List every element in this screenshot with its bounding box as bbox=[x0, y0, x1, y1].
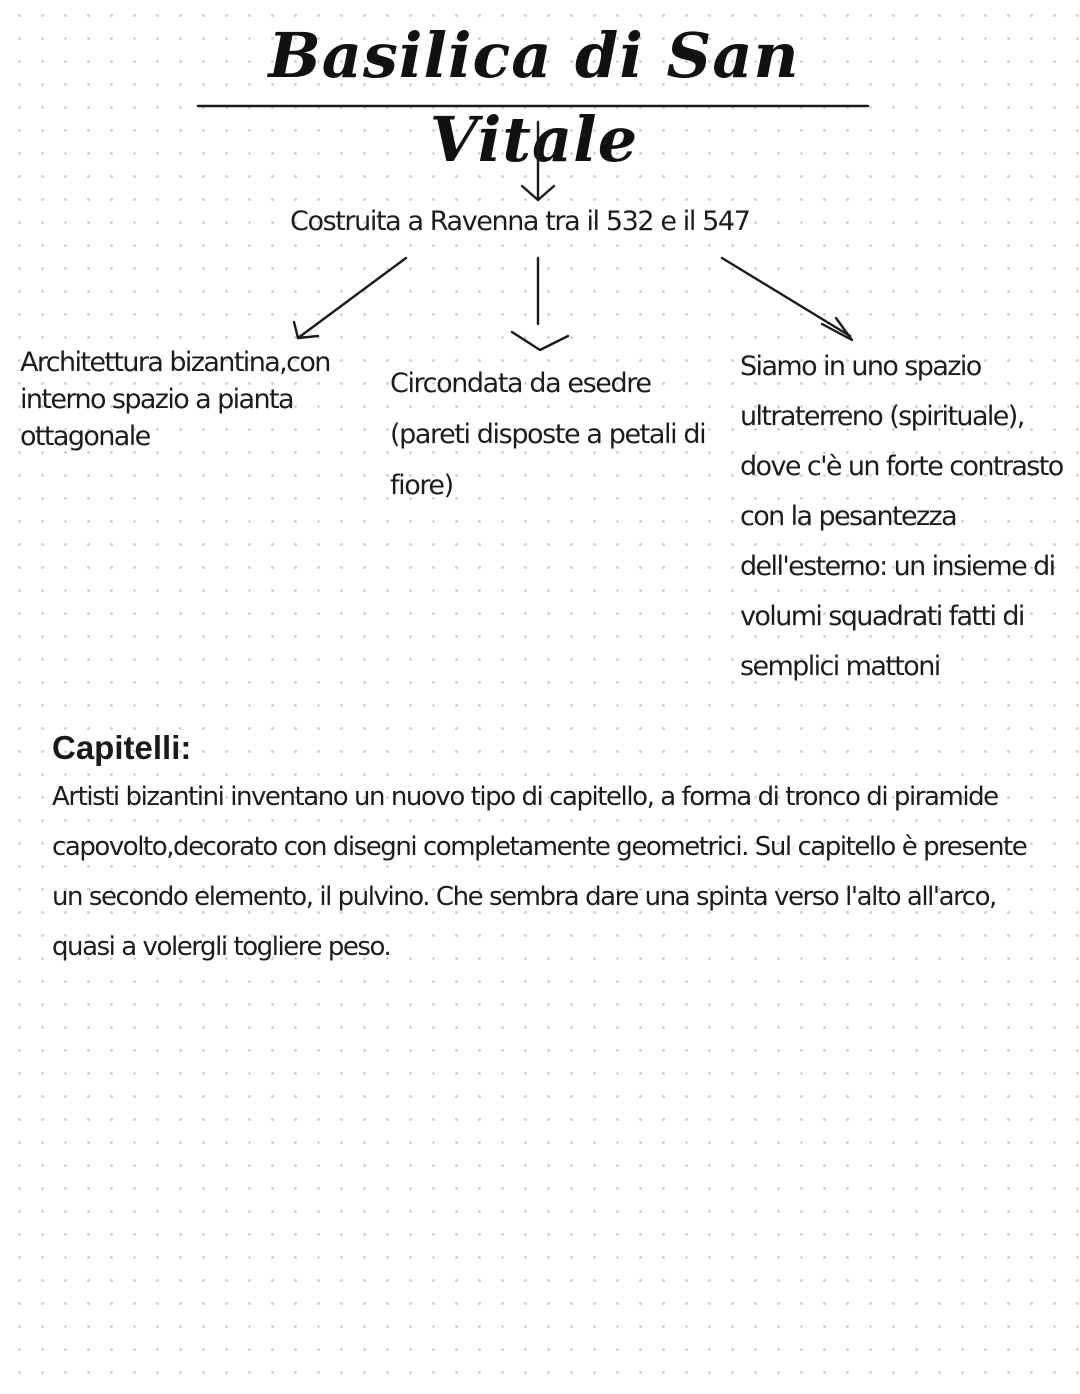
branch-esedre: Circondata da esedre (pareti disposte a petali di fiore) bbox=[390, 368, 706, 501]
branch-architecture: Architettura bizantina,con interno spazio a pianta ottagonale bbox=[20, 347, 330, 452]
arrow-to-right-branch-icon bbox=[722, 258, 852, 340]
arrow-to-left-branch-icon bbox=[294, 258, 406, 338]
arrow-to-center-branch-icon bbox=[512, 258, 568, 350]
capitelli-heading: Capitelli: bbox=[52, 729, 192, 766]
branch-spiritual-space: Siamo in uno spazio ultraterreno (spirituale), dove c'è un forte contrasto con la pesantezza dell'esterno: un insieme di volumi squadrati fatti di semplici mattoni bbox=[740, 351, 1063, 682]
capitelli-paragraph: Artisti bizantini inventano un nuovo tipo di capitello, a forma di tronco di piramide capovolto,decorato con disegni completamente geometrici. Sul capitello è presente un secondo elemento, il pulvino. Che sembra dare una spinta verso l'alto all'arco, quasi a volergli togliere peso. bbox=[52, 782, 1027, 962]
page-title: Basilica di San Vitale bbox=[268, 19, 800, 176]
central-node: Costruita a Ravenna tra il 532 e il 547 bbox=[290, 206, 750, 237]
